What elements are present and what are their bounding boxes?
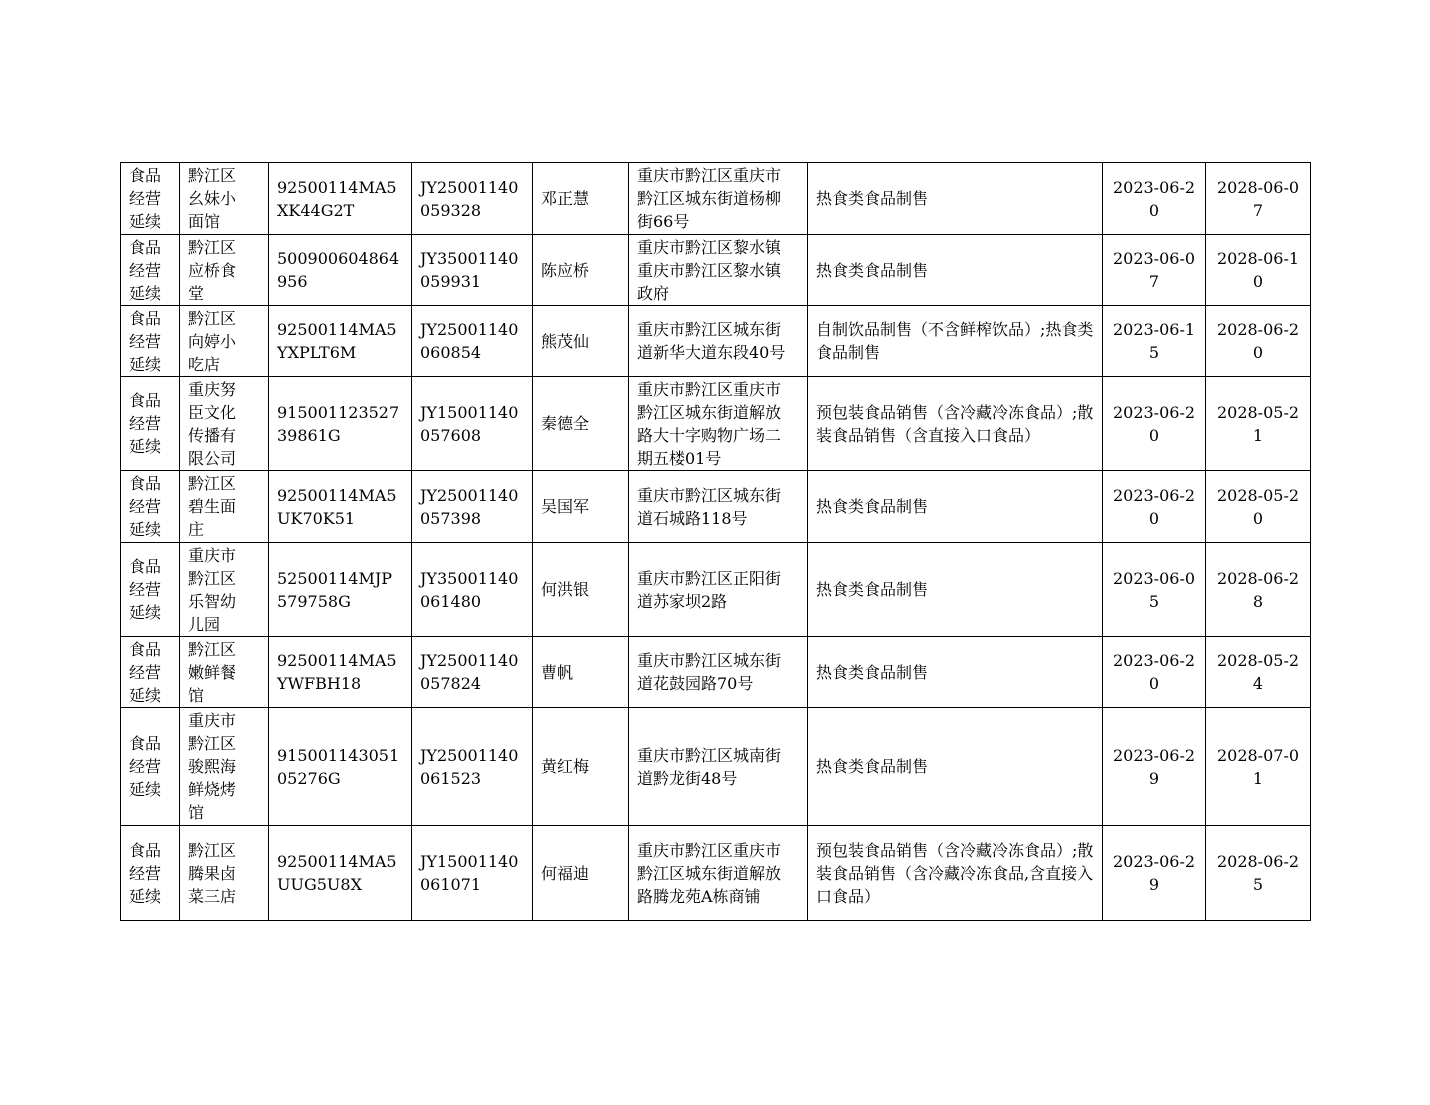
business-name-cell [180, 163, 269, 235]
business-type-cell [121, 306, 180, 377]
expiry-date-text: 2028-05-20 [1216, 485, 1300, 528]
issue-date-text: 2023-06-07 [1112, 249, 1196, 291]
issue-date-cell [1103, 708, 1206, 826]
expiry-date-cell [1206, 826, 1311, 921]
business-type-cell [121, 543, 180, 637]
issue-date-cell [1103, 306, 1206, 377]
business-address-cell [629, 708, 808, 826]
business-name-text: 重庆市黔江区乐智幼儿园 [188, 545, 237, 634]
business-name-cell [180, 637, 269, 708]
license-renewal-table [120, 162, 1311, 921]
business-address-cell [629, 235, 808, 306]
table-row [121, 637, 1311, 708]
expiry-date-text: 2028-06-25 [1216, 852, 1300, 894]
expiry-date-text: 2028-06-07 [1216, 177, 1300, 220]
business-scope-text: 热食类食品制售 [816, 189, 929, 208]
business-name-text: 黔江区腾果卤菜三店 [188, 840, 237, 906]
license-number-text: JY25001140057824 [420, 651, 519, 693]
license-number-text: JY35001140061480 [420, 568, 519, 611]
legal-person-cell [533, 471, 629, 543]
expiry-date-cell [1206, 235, 1311, 306]
issue-date-text: 2023-06-20 [1112, 177, 1196, 220]
expiry-date-text: 2028-06-10 [1216, 249, 1300, 291]
business-type-text: 食品经营延续 [129, 557, 162, 622]
expiry-date-cell [1206, 637, 1311, 708]
issue-date-text: 2023-06-29 [1112, 745, 1196, 788]
business-address-cell [629, 377, 808, 471]
legal-person-cell [533, 708, 629, 826]
issue-date-text: 2023-06-20 [1112, 651, 1196, 693]
legal-person-text: 黄红梅 [541, 757, 590, 776]
business-scope-cell [808, 377, 1103, 471]
business-address-text: 重庆市黔江区重庆市黔江区城东街道解放路大十字购物广场二期五楼01号 [637, 379, 782, 468]
license-number-text: JY35001140059931 [420, 249, 519, 291]
expiry-date-cell [1206, 708, 1311, 826]
license-number-cell [412, 377, 533, 471]
business-name-cell [180, 471, 269, 543]
credit-code-cell [269, 235, 412, 306]
expiry-date-text: 2028-06-20 [1216, 320, 1300, 362]
business-name-cell [180, 708, 269, 826]
business-address-cell [629, 163, 808, 235]
issue-date-cell [1103, 163, 1206, 235]
expiry-date-text: 2028-05-21 [1216, 402, 1300, 445]
legal-person-cell [533, 163, 629, 235]
business-type-text: 食品经营延续 [129, 734, 162, 799]
legal-person-text: 曹帆 [541, 662, 574, 682]
expiry-date-cell [1206, 163, 1311, 235]
business-type-cell [121, 826, 180, 921]
business-type-text: 食品经营延续 [129, 474, 162, 539]
business-scope-cell [808, 235, 1103, 306]
business-scope-cell [808, 708, 1103, 826]
business-type-text: 食品经营延续 [129, 840, 162, 906]
business-type-cell [121, 471, 180, 543]
license-number-cell [412, 306, 533, 377]
business-type-cell [121, 637, 180, 708]
license-number-text: JY25001140057398 [420, 485, 519, 528]
table-row [121, 826, 1311, 921]
business-name-text: 黔江区碧生面庄 [188, 474, 237, 539]
business-name-text: 重庆市黔江区骏熙海鲜烧烤馆 [188, 711, 237, 822]
credit-code-cell [269, 708, 412, 826]
legal-person-cell [533, 235, 629, 306]
business-scope-cell [808, 637, 1103, 708]
issue-date-cell [1103, 637, 1206, 708]
credit-code-text: 92500114MA5UK70K51 [277, 485, 397, 528]
business-type-text: 食品经营延续 [129, 237, 162, 303]
business-scope-text: 自制饮品制售（不含鲜榨饮品）;热食类食品制售 [816, 320, 1094, 362]
credit-code-cell [269, 543, 412, 637]
business-scope-text: 热食类食品制售 [816, 662, 929, 682]
credit-code-text: 52500114MJP579758G [277, 568, 392, 611]
business-address-text: 重庆市黔江区重庆市黔江区城东街道解放路腾龙苑A栋商铺 [637, 840, 782, 906]
table-row [121, 377, 1311, 471]
issue-date-text: 2023-06-20 [1112, 485, 1196, 528]
credit-code-text: 92500114MA5YWFBH18 [277, 651, 397, 693]
credit-code-cell [269, 826, 412, 921]
legal-person-cell [533, 826, 629, 921]
business-scope-cell [808, 471, 1103, 543]
expiry-date-cell [1206, 306, 1311, 377]
business-name-text: 黔江区幺妹小面馆 [188, 166, 237, 231]
business-address-cell [629, 543, 808, 637]
credit-code-text: 91500114305105276G [277, 745, 400, 788]
business-name-cell [180, 826, 269, 921]
license-number-cell [412, 637, 533, 708]
license-number-cell [412, 235, 533, 306]
business-scope-cell [808, 306, 1103, 377]
business-address-text: 重庆市黔江区城东街道花鼓园路70号 [637, 651, 782, 693]
credit-code-cell [269, 471, 412, 543]
license-number-cell [412, 826, 533, 921]
business-type-text: 食品经营延续 [129, 639, 162, 705]
table-row [121, 471, 1311, 543]
issue-date-cell [1103, 377, 1206, 471]
business-name-text: 黔江区应桥食堂 [188, 237, 237, 303]
business-scope-cell [808, 826, 1103, 921]
license-number-text: JY15001140061071 [420, 852, 519, 894]
license-number-text: JY25001140060854 [420, 320, 519, 362]
expiry-date-cell [1206, 471, 1311, 543]
business-name-cell [180, 235, 269, 306]
credit-code-text: 91500112352739861G [277, 402, 400, 445]
business-scope-text: 热食类食品制售 [816, 260, 929, 280]
credit-code-text: 92500114MA5UUG5U8X [277, 852, 397, 894]
business-address-cell [629, 826, 808, 921]
business-type-cell [121, 163, 180, 235]
issue-date-cell [1103, 471, 1206, 543]
legal-person-text: 何洪银 [541, 580, 590, 599]
business-scope-cell [808, 163, 1103, 235]
business-address-cell [629, 471, 808, 543]
credit-code-cell [269, 637, 412, 708]
issue-date-text: 2023-06-05 [1112, 568, 1196, 611]
legal-person-text: 吴国军 [541, 497, 590, 516]
expiry-date-cell [1206, 543, 1311, 637]
business-address-text: 重庆市黔江区正阳街道苏家坝2路 [637, 568, 782, 611]
credit-code-text: 92500114MA5XK44G2T [277, 177, 397, 220]
legal-person-cell [533, 637, 629, 708]
business-type-cell [121, 235, 180, 306]
business-address-text: 重庆市黔江区重庆市黔江区城东街道杨柳街66号 [637, 166, 782, 231]
license-number-text: JY25001140061523 [420, 745, 519, 788]
table-row [121, 235, 1311, 306]
business-address-text: 重庆市黔江区城东街道石城路118号 [637, 485, 782, 528]
business-address-text: 重庆市黔江区城南街道黔龙街48号 [637, 745, 782, 788]
credit-code-cell [269, 306, 412, 377]
business-scope-text: 热食类食品制售 [816, 757, 929, 776]
business-type-cell [121, 708, 180, 826]
legal-person-text: 熊茂仙 [541, 331, 590, 351]
table-row [121, 543, 1311, 637]
business-type-text: 食品经营延续 [129, 391, 162, 456]
business-name-text: 重庆努臣文化传播有限公司 [188, 379, 237, 468]
issue-date-cell [1103, 543, 1206, 637]
credit-code-cell [269, 377, 412, 471]
business-name-cell [180, 377, 269, 471]
business-scope-text: 热食类食品制售 [816, 580, 929, 599]
business-scope-cell [808, 543, 1103, 637]
legal-person-text: 陈应桥 [541, 260, 590, 280]
legal-person-text: 邓正慧 [541, 189, 590, 208]
table-row [121, 708, 1311, 826]
business-type-text: 食品经营延续 [129, 166, 162, 231]
license-number-cell [412, 163, 533, 235]
expiry-date-cell [1206, 377, 1311, 471]
business-scope-text: 预包装食品销售（含冷藏冷冻食品）;散装食品销售（含直接入口食品） [816, 402, 1094, 445]
issue-date-cell [1103, 826, 1206, 921]
business-address-cell [629, 637, 808, 708]
credit-code-text: 500900604864956 [277, 249, 400, 291]
table-row [121, 163, 1311, 235]
business-address-text: 重庆市黔江区城东街道新华大道东段40号 [637, 320, 786, 362]
legal-person-text: 秦德全 [541, 414, 590, 433]
business-scope-text: 热食类食品制售 [816, 497, 929, 516]
business-address-cell [629, 306, 808, 377]
legal-person-text: 何福迪 [541, 863, 590, 883]
table-row [121, 306, 1311, 377]
business-scope-text: 预包装食品销售（含冷藏冷冻食品）;散装食品销售（含冷藏冷冻食品,含直接入口食品） [816, 840, 1094, 906]
issue-date-text: 2023-06-29 [1112, 852, 1196, 894]
expiry-date-text: 2028-06-28 [1216, 568, 1300, 611]
business-name-cell [180, 543, 269, 637]
license-number-cell [412, 471, 533, 543]
license-number-text: JY25001140059328 [420, 177, 519, 220]
legal-person-cell [533, 543, 629, 637]
expiry-date-text: 2028-05-24 [1216, 651, 1300, 693]
business-address-text: 重庆市黔江区黎水镇重庆市黔江区黎水镇政府 [637, 237, 782, 303]
business-type-text: 食品经营延续 [129, 308, 162, 374]
license-number-text: JY15001140057608 [420, 402, 519, 445]
issue-date-text: 2023-06-15 [1112, 320, 1196, 362]
business-name-text: 黔江区嫩鲜餐馆 [188, 639, 237, 705]
license-number-cell [412, 543, 533, 637]
credit-code-cell [269, 163, 412, 235]
issue-date-text: 2023-06-20 [1112, 402, 1196, 445]
legal-person-cell [533, 377, 629, 471]
business-type-cell [121, 377, 180, 471]
business-name-cell [180, 306, 269, 377]
issue-date-cell [1103, 235, 1206, 306]
legal-person-cell [533, 306, 629, 377]
license-number-cell [412, 708, 533, 826]
expiry-date-text: 2028-07-01 [1216, 745, 1300, 788]
credit-code-text: 92500114MA5YXPLT6M [277, 320, 397, 362]
business-name-text: 黔江区向婷小吃店 [188, 308, 237, 374]
